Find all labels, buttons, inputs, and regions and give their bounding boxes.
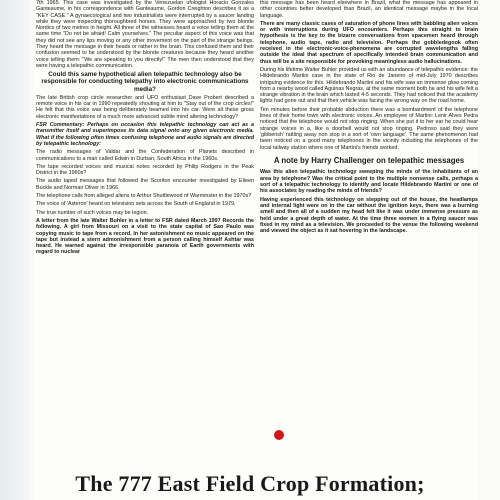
article-paragraph: The voice of 'Asteron' heard on television sets across the South of England in 1979.	[36, 201, 236, 208]
scan-margin	[0, 0, 30, 500]
left-article-column	[36, 0, 254, 258]
section-question-heading: Could this same hypothetical alien telepathic technology also be responsible for conducting telepathy into electronic communications media?	[41, 71, 249, 93]
article-paragraph: Ten minutes before their probable abduction there was a bombardment of the telephone lines of their home town with electronic voices. An employee of Martini: Lenir Alves Pedra noticed that the telephone would not stop ringing. When she put it to her ear he could hear strange voices in a, like a doorbell would not stop ringing. Pedroso said they were 'gibberish' rattling away non stop in a sort of 'own language'. The same phenomenon had been noticed on a good many telephones in the vicinity including the telephones of the local railway station where one of Martini's friends worked.	[260, 106, 478, 151]
article-paragraph: The late British crop circle researcher and UFO enthusiast Dave Probert described a remote voice in his car in 1990 repeatedly shouting at him to "Stay out of the crop circles!" He felt that this voice was being deliberately beamed into his car. Were all these gross electronic manifestations of a much more advanced subtle mind altering technology?	[36, 94, 254, 120]
article-paragraph: The tape recorded voices and musical notes recorded by Philip Rodgers in the Peak District in the 1960s?	[36, 163, 254, 177]
red-ink-mark	[274, 430, 284, 440]
article-paragraph: During his lifetime Walter Buhler provided us with an abundance of telepathic evidence: the Hildebrando Martini case in the state of Rio de Janeiro of mid-July 1970 describes intriguing evidence for this. Hildebrando Martini and his wife saw an immense glow coming from a nearby wood called Aguinas Negras, at the same moment both he and his wife felt a strange vibration in the brain which lasted 4-5 seconds. They had noticed that the academy lights had gone out and that their vehicle was facing the wrong way on the road home.	[260, 66, 478, 105]
article-paragraph: 7th 1965. This case was investigated by the Venezuelan ufologist Horacio Gonzales Ganteaume, in his correspondence with Ganteaume, Gordon Creighton describes it as a "KEY CASE." A gynaecological and two industrialists were interrupted by a saucer landing while they were inspecting thoroughbred horses. They were approached by two blonde Nordics of two metres in height. All three of the witnesses heard a voice telling them at the same time "Do not be afraid! Calm yourselves." The peculiar aspect of this voice was that they did not see any lips moving or any other movement on the part of the strange beings. They heard the message in their heads or rather in the brain. This confused them and their confusion seemed to be understood by the blonde creatures because they heard another voice telling them: "We are speaking to you directly!" The men then understood that they were having a telepathic communication.	[36, 0, 254, 69]
article-paragraph: Was this alien telepathic technology sweeping the minds of the inhabitants of an area by telephone? Was the critical point to the multiple nonsense calls, perhaps a sort of a telepathic technology to identify and locate Hildebrando Martini or one of his associates by reading the minds of friends?	[260, 169, 478, 195]
right-article-column	[260, 0, 478, 236]
article-paragraph: A letter from the late Walter Buhler in a letter to FSR dated March 1997 Records the following. A girl from Missouri on a visit to the state capital of Sao Paulo was copying music to tape from a record. In her astonishment no music appeared on the tape but instead a stern admonishment from a person calling himself Ashtar was heard. He warned against the irresponsible paranoia of Earth governments with regard to nuclear	[36, 217, 254, 256]
article-paragraph: The true number of such voices may be legion.	[36, 209, 149, 216]
magazine-page	[34, 0, 478, 500]
article-paragraph: Having experienced this technology on stepping out of the house, the headlamps and internal light were on in the car without the ignition keys, there was a burning smell and then all of a sudden my head felt like it was under immense pressure as held under a great depth of water. At the time three women in a flying saucer was fixed in my mind as a television. We proceeded to the venue the following weekend and viewed the object as it sat hovering in the landscape.	[260, 196, 478, 235]
article-paragraph: The audio taped messages that followed the Scoriton encounter investigated by Eileen Buckle and Norman Oliver in 1966.	[36, 178, 254, 191]
article-paragraph: this message has been heard elsewhere in Brazil, what the message has appeared in other countries better developed than Brazil, an identical message maybe in the local language.	[260, 0, 478, 19]
section-heading: A note by Harry Challenger on telepathic messages	[273, 155, 465, 165]
article-paragraph: The radio messages of Valdar and the Confederation of Planets described in communications to a man called Edwin in Durban, South Africa in the 1960s.	[36, 149, 254, 162]
article-paragraph: The telephone calls from alleged aliens to Arthur Shuttlewood of Warminster in the 1970s?	[36, 193, 252, 200]
article-headline: The 777 East Field Crop Formation;	[75, 471, 425, 496]
article-paragraph: There are many classic cases of saturation of phone lines with babbling alien voices or with interruptions during UFO encounters. Perhaps this straight to brain hypothesis is the key to the bizarre conversations from spacemen heard through telephone, audio tape, radio and television. Perhaps the gobbledegook often received in the electronic-voice-phenomena are corrupted wavelengths falling outside the ideal that spectrum of specifically intended brain communication and thus will be a site responsible for provoking meaningless audio hallucinations.	[260, 20, 478, 65]
article-paragraph: FSR Commentary: Perhaps on occasion this telepathic technology can act as a transmitter itself and superimpose its data signal onto any given electronic media. What if the following often times confusing telephone and audio signals are directed by telepathic technology:	[36, 122, 254, 147]
